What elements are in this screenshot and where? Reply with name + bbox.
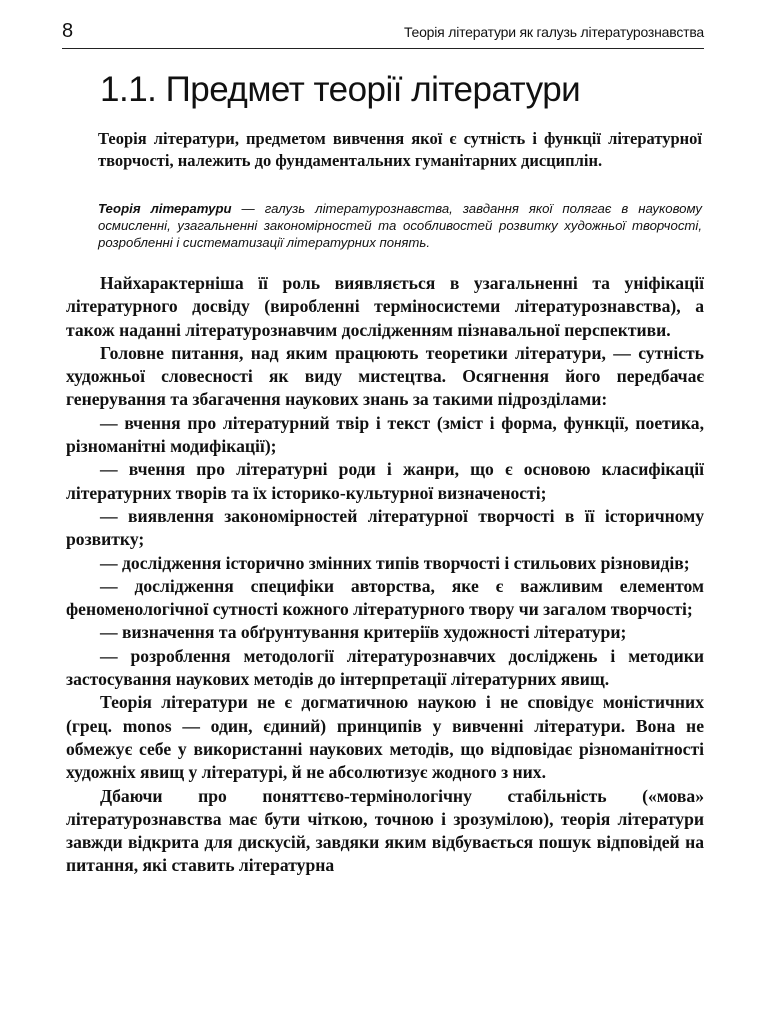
paragraph: Дбаючи про поняттєво-термінологічну стабільність («мова» літературознавства має бути чіткою, точною і зрозумілою), теорія літератури завжди відкрита для дискусій, завдяки яким відбувається пошук відповідей на питання, які ставить літературна — [66, 785, 704, 876]
definition-term: Теорія літератури — [98, 201, 232, 216]
paragraph: Головне питання, над яким працюють теоретики літератури, — сутність художньої словесності як виду мистецтва. Осягнення його передбачає генерування та збагачення наукових знань за такими підрозділами: — [66, 342, 704, 410]
list-item: — дослідження специфіки авторства, яке є важливим елементом феноменологічної сутності кожного літературного твору чи загалом творчості; — [66, 575, 704, 620]
running-header — [62, 18, 704, 49]
section-title: 1.1. Предмет теорії літератури — [100, 70, 581, 109]
list-item: — розроблення методології літературознавчих досліджень і методики застосування наукових методів до інтерпретації літературних явищ. — [66, 645, 704, 690]
paragraph: Найхарактерніша її роль виявляється в узагальненні та уніфікації літературного досвіду (виробленні терміносистеми літературознавства), а також наданні літературознавчим дослідженням пізнавальної перспективи. — [66, 273, 704, 340]
list-item: — вчення про літературний твір і текст (зміст і форма, функції, поетика, різноманітні модифікації); — [66, 412, 704, 457]
paragraph: Теорія літератури не є догматичною наукою і не сповідує моністичних (грец. monos — один, єдиний) принципів у вивченні літератури. Вона не обмежує себе у використанні наукових методів, що відповідає різноманітності художніх явищ у літературі, й не абсолютизує жодного з них. — [66, 692, 704, 783]
list-item: — дослідження історично змінних типів творчості і стильових різновидів; — [100, 552, 690, 573]
running-title: Теорія літератури як галузь літературознавства — [403, 24, 704, 40]
list-item: — вчення про літературні роди і жанри, що є основою класифікації літературних творів та їх історико-культурної визначеності; — [66, 459, 704, 503]
list-item: — визначення та обґрунтування критеріїв художності літератури; — [100, 622, 627, 643]
definition-box — [98, 200, 702, 251]
list-item: — виявлення закономірностей літературної творчості в її історичному розвитку; — [66, 505, 704, 550]
definition-text: — галузь літературознавства, завдання якої полягає в науковому осмисленні, узагальненні закономірностей та особливостей розвитку художньої творчості, розробленні і систематизації літературних понять. — [98, 201, 702, 250]
body-text — [66, 272, 704, 878]
page-number: 8 — [62, 20, 74, 42]
intro-paragraph: Теорія літератури, предметом вивчення якої є сутність і функції літературної творчості, належить до фундаментальних гуманітарних дисциплін. — [98, 129, 702, 170]
